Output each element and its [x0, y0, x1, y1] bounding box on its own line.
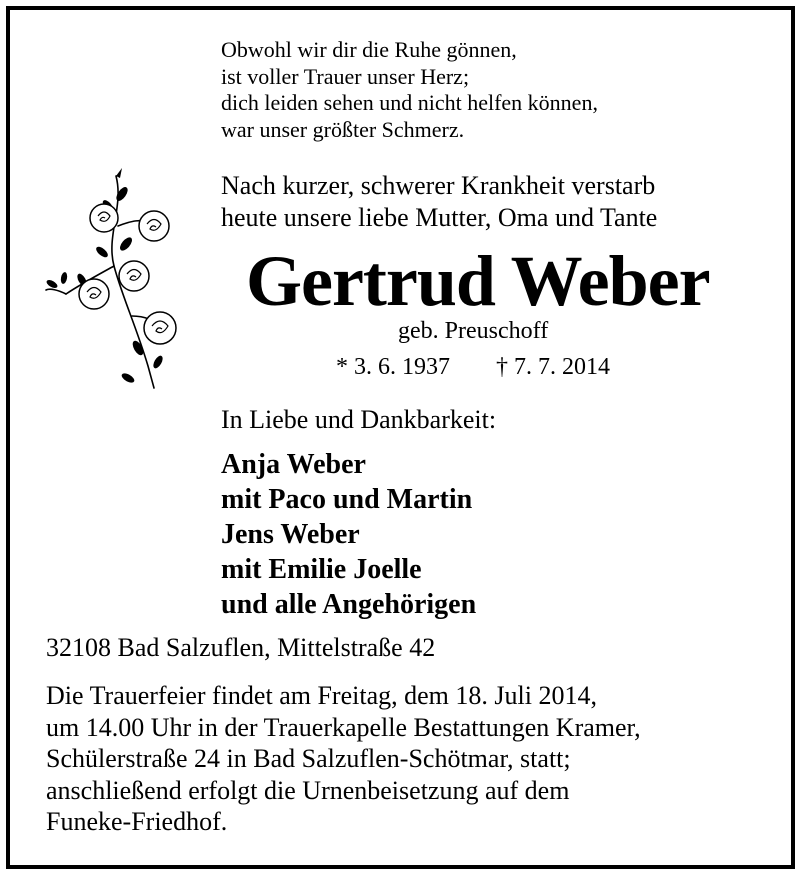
- mourner-line: Jens Weber: [221, 519, 360, 550]
- mourner-line: mit Emilie Joelle: [221, 554, 422, 585]
- intro-line: Nach kurzer, schwerer Krankheit verstarb: [221, 171, 656, 200]
- deceased-name: Gertrud Weber: [246, 241, 710, 321]
- address: 32108 Bad Salzuflen, Mittelstraße 42: [46, 633, 436, 662]
- rose-branch-icon: [36, 166, 196, 396]
- poem: [221, 37, 598, 143]
- birth-name: geb. Preuschoff: [398, 318, 549, 344]
- life-dates: [336, 352, 610, 382]
- mourner-line: und alle Angehörigen: [221, 589, 477, 620]
- ceremony-line: anschließend erfolgt die Urnenbeisetzung auf dem: [46, 775, 570, 805]
- death-date: † 7. 7. 2014: [496, 354, 610, 380]
- poem-line: Obwohl wir dir die Ruhe gönnen,: [221, 37, 517, 62]
- ceremony-details: [46, 680, 641, 838]
- birth-date: * 3. 6. 1937: [336, 354, 450, 380]
- ceremony-line: Schülerstraße 24 in Bad Salzuflen-Schötmar, statt;: [46, 744, 571, 773]
- thanks-line: In Liebe und Dankbarkeit:: [221, 405, 497, 434]
- poem-line: dich leiden sehen und nicht helfen können,: [221, 90, 598, 115]
- ceremony-line: Funeke-Friedhof.: [46, 807, 228, 836]
- mourner-line: mit Paco und Martin: [221, 484, 473, 515]
- ceremony-line: Die Trauerfeier findet am Freitag, dem 18. Juli 2014,: [46, 681, 597, 710]
- ceremony-line: um 14.00 Uhr in der Trauerkapelle Bestattungen Kramer,: [46, 712, 641, 742]
- announcement-intro: [221, 170, 657, 234]
- mourner-line: Anja Weber: [221, 449, 366, 480]
- intro-line: heute unsere liebe Mutter, Oma und Tante: [221, 203, 658, 232]
- poem-line: war unser größter Schmerz.: [221, 116, 465, 142]
- mourners-list: [221, 447, 476, 622]
- poem-line: ist voller Trauer unser Herz;: [221, 63, 470, 89]
